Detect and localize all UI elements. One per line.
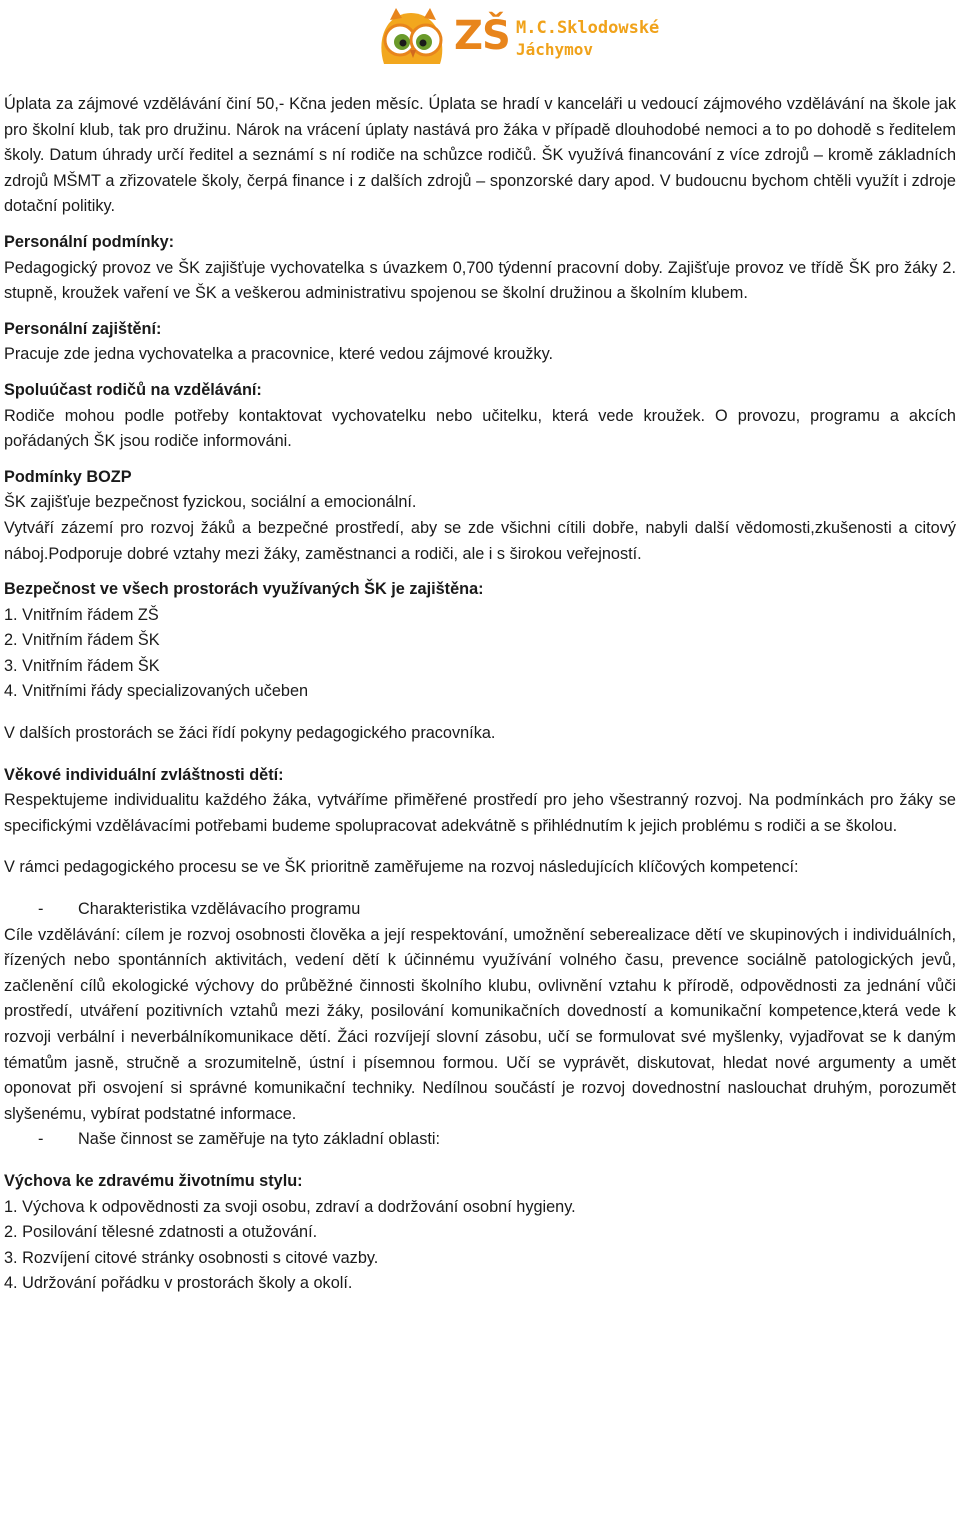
dash-item-label: Charakteristika vzdělávacího programu (78, 900, 361, 919)
parents-heading: Spoluúčast rodičů na vzdělávání: (4, 380, 262, 399)
list-item: 2. Posilování tělesné zdatnosti a otužování. (4, 1223, 318, 1242)
logo-town: Jáchymov (516, 40, 594, 59)
bozp-text-1: ŠK zajišťuje bezpečnost fyzickou, sociální a emocionální. (4, 493, 417, 512)
health-heading: Výchova ke zdravému životnímu stylu: (4, 1171, 303, 1190)
logo-school-name: M.C.Sklodowské (516, 18, 660, 38)
list-item: 4. Udržování pořádku v prostorách školy a okolí. (4, 1274, 353, 1293)
dash-item: - Naše činnost se zaměřuje na tyto základní oblasti: (38, 1130, 440, 1149)
bozp-heading: Podmínky BOZP (4, 467, 132, 486)
safety-heading: Bezpečnost ve všech prostorách využívaných ŠK je zajištěna: (4, 580, 484, 599)
logo-mark: ZŠ (454, 13, 510, 59)
list-item: 2. Vnitřním řádem ŠK (4, 631, 160, 650)
personal-conditions-heading: Personální podmínky: (4, 232, 175, 251)
fees-paragraph: Úplata za zájmové vzdělávání činí 50,- Kčna jeden měsíc. Úplata se hradí v kanceláři u vedoucí zájmového vzdělávání na škole jak pro školní klub, tak pro družinu. Nárok na vrácení úplaty nastává pro žáka v případě dlouhodobé nemoci a to po dohodě s ředitelem školy. Datum úhrady určí ředitel a seznámí s ní rodiče na schůzce rodičů. ŠK využívá financování z více zdrojů – kromě základních zdrojů MŠMT a zřizovatele školy, čerpá finance i z dalších zdrojů – sponzorské dary apod. V budoucnu bychom chtěli využít i zdroje dotační politiky. (4, 95, 956, 216)
age-heading: Věkové individuální zvláštnosti dětí: (4, 765, 284, 784)
parents-text: Rodiče mohou podle potřeby kontaktovat vychovatelku nebo učitelku, která vede kroužek. O provozu, programu a akcích pořádaných ŠK jsou rodiče informováni. (4, 406, 956, 451)
other-spaces-text: V dalších prostorách se žáci řídí pokyny pedagogického pracovníka. (4, 724, 496, 743)
page-header (0, 0, 960, 78)
list-item: 3. Vnitřním řádem ŠK (4, 656, 160, 675)
list-item: 1. Vnitřním řádem ZŠ (4, 605, 159, 624)
owl-logo-icon (376, 6, 456, 72)
personal-staff-heading: Personální zajištění: (4, 319, 162, 338)
list-item: 1. Výchova k odpovědnosti za svoji osobu, zdraví a dodržování osobní hygieny. (4, 1197, 576, 1216)
personal-staff-text: Pracuje zde jedna vychovatelka a pracovnice, které vedou zájmové kroužky. (4, 345, 554, 364)
age-text: Respektujeme individualitu každého žáka, vytváříme přiměřené prostředí pro jeho všestranný rozvoj. Na podmínkách pro žáky se specifickými vzdělávacími potřebami budeme spolupracovat adekvátně s přihlédnutím k jejich problému s rodiči a se školou. (4, 791, 956, 835)
personal-conditions-text: Pedagogický provoz ve ŠK zajišťuje vychovatelka s úvazkem 0,700 týdenní pracovní doby. Zajišťuje provoz ve třídě ŠK pro žáky 2. stupně, kroužek vaření ve ŠK a veškerou administrativu spojenou se školní družinou a školním klubem. (4, 258, 956, 303)
goals-text: Cíle vzdělávání: cílem je rozvoj osobnosti člověka a její respektování, umožnění seberealizace dětí ve skupinových i individuálních, řízených nebo spontánních aktivitách, vedení dětí k účinnému využívání volného času, prevence sociálně patologických jevů, začlenění cílů ekologické výchovy do průběžné činnosti školního klubu, ovlivnění vztahu k přírodě, odpovědnosti za jednání vůči prostředí, utváření pozitivních vztahů mezi žáky, posilování komunikačních dovedností a komunikační kompetence,která vede k rozvoji verbální i neverbálníkomunikace dětí. Žáci rozvíjejí slovní zásobu, učí se formulovat své myšlenky, vyjadřovat se k daným tématům jasně, stručně a srozumitelně, ústní i písemnou formou. Učí se vyprávět, diskutovat, hledat nové argumenty a umět oponovat při osvojení si správné komunikační techniky. Nedílnou součástí je rozvoj dovednostní naslouchat druhým, porozumět slyšenému, vybírat podstatné informace. (4, 925, 956, 1123)
dash-item: - Charakteristika vzdělávacího programu (38, 900, 361, 919)
list-item: 3. Rozvíjení citové stránky osobnosti s citové vazby. (4, 1248, 379, 1267)
list-item: 4. Vnitřními řády specializovaných učeben (4, 682, 309, 701)
dash-item-label: Naše činnost se zaměřuje na tyto základní oblasti: (78, 1130, 440, 1149)
bozp-text-2: Vytváří zázemí pro rozvoj žáků a bezpečné prostředí, aby se zde všichni cítili dobře, nabyli další vědomosti,zkušenosti a citový náboj.Podporuje dobré vztahy mezi žáky, zaměstnanci a rodiči, ale i s širokou veřejností. (4, 518, 956, 563)
competences-text: V rámci pedagogického procesu se ve ŠK prioritně zaměřujeme na rozvoj následujících klíčových kompetencí: (4, 858, 799, 877)
document-body (4, 92, 956, 1297)
school-logo (376, 6, 666, 72)
